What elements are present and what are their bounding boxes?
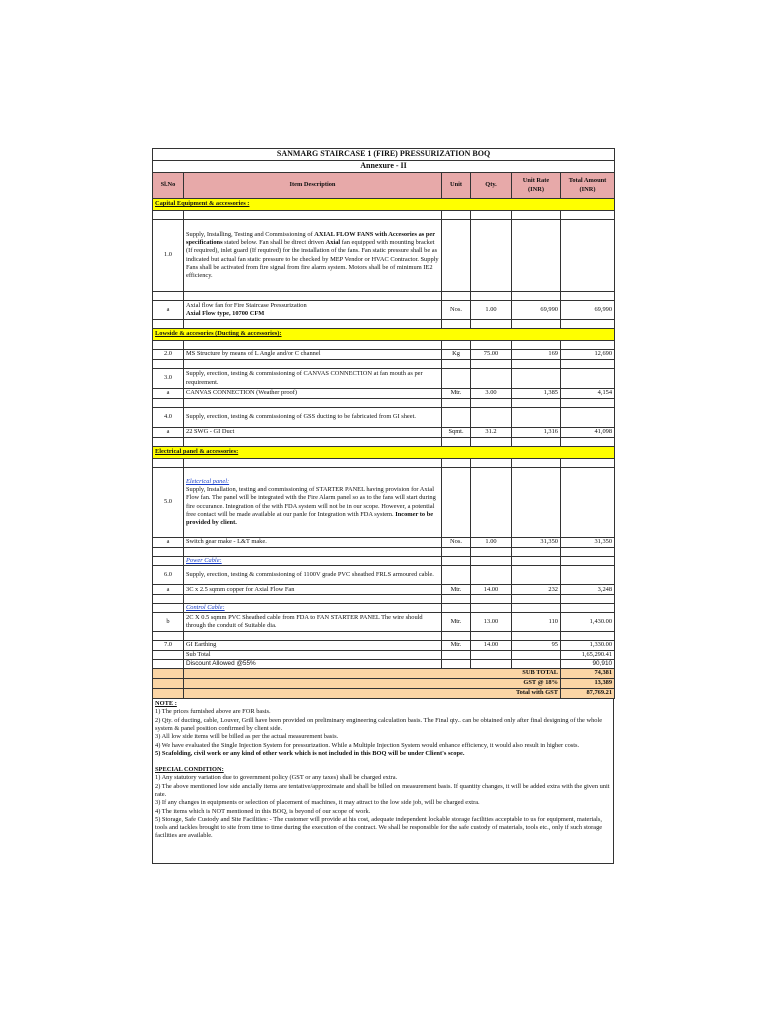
- annexure-row: [153, 161, 615, 173]
- subtotal-amount: 1,65,290.41: [561, 650, 615, 659]
- item-row-1a: [153, 301, 615, 320]
- item-description: MS Structure by means of L Angle and/or C channel: [184, 350, 442, 360]
- item-row-6a: [153, 585, 615, 595]
- subtotal-label: Sub Total: [184, 650, 442, 659]
- note-item: 2) Qty. of ducting, cable, Louver, Grill have been provided on preliminary engineering calculation basis. The Final qty.. can be obtained only after final designing of the whole system & panel position confirmed by client side.: [155, 716, 603, 732]
- item-qty: 75.00: [471, 350, 512, 360]
- sl-no: 7.0: [153, 641, 184, 650]
- blank-row: [153, 438, 615, 447]
- summary-row: [153, 679, 615, 689]
- discount-row: [153, 659, 615, 668]
- item-rate: 232: [512, 585, 561, 595]
- item-unit: Mtr.: [442, 389, 471, 399]
- blank-row: [153, 292, 615, 301]
- discount-amount: 90,910: [561, 659, 615, 668]
- item-row-1: [153, 220, 615, 292]
- subheading-power-cable: Power Cable:: [184, 557, 442, 566]
- item-unit: Mtr.: [442, 613, 471, 632]
- item-rate: 110: [512, 613, 561, 632]
- notes-block: [152, 699, 614, 864]
- item-description: GI Earthing: [184, 641, 442, 650]
- item-row-6: [153, 566, 615, 585]
- item-amount: 41,098: [561, 428, 615, 438]
- sl-no: 3.0: [153, 369, 184, 389]
- sl-no: a: [153, 538, 184, 548]
- item-amount: 3,248: [561, 585, 615, 595]
- section-capital: Capital Equipment & accessories :: [153, 199, 615, 211]
- header-rate: Unit Rate (INR): [512, 173, 561, 199]
- item-description: 2C X 0.5 sqmm PVC Sheathed cable from FDA to FAN STARTER PANEL The wire should through the conduit of Suitable dia.: [184, 613, 442, 632]
- note-item-bold: 5) Scafolding, civil work or any kind of other work which is not included in this BOQ will be under Client's scope.: [155, 749, 465, 757]
- sl-no: 2.0: [153, 350, 184, 360]
- item-rate: 1,316: [512, 428, 561, 438]
- item-row-5a: [153, 538, 615, 548]
- item-qty: 13.00: [471, 613, 512, 632]
- summary-value: 87,769.21: [561, 689, 615, 699]
- subheading-electrical-panel: Eletcrical panel:: [186, 477, 230, 485]
- item-qty: 14.00: [471, 585, 512, 595]
- item-description: Supply, Installing, Testing and Commissioning of AXIAL FLOW FANS with Accesories as per specifications stated below. Fan shall be direct driven Axial fan equipped with mounting bracket (If required), inlet guard (If required) for the installation of the fans. Fan static pressure shall be as indicated but actual fan static pressure to be checked by MEP Vendor or HVAC Contractor. Supply Fans shall be activated from fire signal from fire alarm system. Motors shall be of minimum IE2 efficiency.: [184, 220, 442, 292]
- item-description: 3C x 2.5 sqmm copper for Axial Flow Fan: [184, 585, 442, 595]
- item-description: Supply, erection, testing & commissioning of CANVAS CONNECTION at fan mouth as per requirement.: [184, 369, 442, 389]
- item-amount: 1,430.00: [561, 613, 615, 632]
- header-row: [153, 173, 615, 199]
- item-description: Supply, erection, testing & commissioning of 1100V grade PVC sheathed FRLS armoured cable.: [184, 566, 442, 585]
- header-qty: Qty.: [471, 173, 512, 199]
- sl-no: a: [153, 428, 184, 438]
- blank-row: [153, 548, 615, 557]
- item-unit: Mtr.: [442, 641, 471, 650]
- summary-value: 13,389: [561, 679, 615, 689]
- item-description: Supply, erection, testing & commissioning of GSS ducting to be fabricated from GI sheet.: [184, 408, 442, 428]
- note-item: 4) We have evaluated the Single Injection System for pressurization. While a Multiple Injection System would enhance efficiency, it would also result in higher costs.: [155, 741, 580, 749]
- subheading-control-cable: Control Cable:: [184, 604, 442, 613]
- item-row-5: [153, 468, 615, 538]
- discount-label: Discount Allowed @55%: [184, 659, 442, 668]
- item-description: 22 SWG - GI Duct: [184, 428, 442, 438]
- condition-item: 2) The above mentioned low side ancially items are tentative/approximate and shall be billed on measurement basis. If quantity changes, it will be added extra with the given unit rate.: [155, 782, 610, 798]
- item-rate: 1,385: [512, 389, 561, 399]
- blank-row: [153, 595, 615, 604]
- notes-heading: NOTE :: [155, 700, 177, 708]
- sl-no: b: [153, 613, 184, 632]
- condition-item: 4) The items which is NOT mentioned in this BOQ, is beyond of our scope of work.: [155, 807, 371, 815]
- item-unit: Nos.: [442, 538, 471, 548]
- boq-table: [152, 148, 615, 699]
- summary-row: [153, 669, 615, 679]
- section-electrical: Electrical panel & accessories:: [153, 447, 615, 459]
- item-row-6b-sub: [153, 604, 615, 613]
- sl-no: 4.0: [153, 408, 184, 428]
- condition-item: 3) If any changes in equipments or selection of placement of machines, it may attract to the low side job, will be charged extra.: [155, 799, 480, 807]
- section-row: [153, 447, 615, 459]
- summary-label: SUB TOTAL: [184, 669, 561, 679]
- blank-row: [153, 211, 615, 220]
- sl-no: a: [153, 389, 184, 399]
- item-qty: 1.00: [471, 301, 512, 320]
- boq-sheet: [152, 148, 614, 864]
- summary-row: [153, 689, 615, 699]
- blank-row: [153, 459, 615, 468]
- condition-item: 1) Any statutory variation due to government policy (GST or any taxes) shall be charged extra.: [155, 774, 398, 782]
- item-qty: 1.00: [471, 538, 512, 548]
- item-amount: 1,330.00: [561, 641, 615, 650]
- note-item: 3) All low side items will be billed as per the actual measurement basis.: [155, 733, 339, 741]
- blank-row: [153, 632, 615, 641]
- item-description: CANVAS CONNECTION (Weather proof): [184, 389, 442, 399]
- item-rate: 31,350: [512, 538, 561, 548]
- summary-label: GST @ 18%: [184, 679, 561, 689]
- item-unit: Mtr.: [442, 585, 471, 595]
- sl-no: a: [153, 301, 184, 320]
- item-row-7: [153, 641, 615, 650]
- item-amount: 31,350: [561, 538, 615, 548]
- item-description: Eletcrical panel: Supply, Installation, testing and commissioning of STARTER PANEL having provision for Axial Flow fan. The panel will be integrated with the Fire Alarm panel so as to the fans will start during fire occurance. Integration of the with FDA system will not be in our scope. However, a potential free contact will be made available at our panle for Integration with FDA system. Incomer to be provided by client.: [184, 468, 442, 538]
- condition-item: 5) Storage, Safe Custody and Site Facilities: - The customer will provide at his cost, adequate independent lockable storage facilities acceptable to us for equipment, materials, tools and tackles brought to site from time to time during the execution of the contract. We shall be responsible for the safe custody of materials, tools etc., only if such storage facilities are available.: [155, 815, 603, 840]
- section-row: [153, 199, 615, 211]
- note-item: 1) The prices furnished above are FOR basis.: [155, 708, 271, 716]
- special-condition-heading: SPECIAL CONDITION:: [155, 766, 224, 774]
- boq-title: SANMARG STAIRCASE 1 (FIRE) PRESSURIZATION BOQ: [153, 149, 615, 161]
- summary-label: Total with GST: [184, 689, 561, 699]
- section-lowside: Lowside & accesories (Ducting & accessories):: [153, 329, 615, 341]
- annexure-label: Annexure - II: [153, 161, 615, 173]
- item-row-6b: [153, 613, 615, 632]
- item-row-2: [153, 350, 615, 360]
- item-row-6-sub: [153, 557, 615, 566]
- header-amount: Total Amount (INR): [561, 173, 615, 199]
- blank-row: [153, 399, 615, 408]
- item-rate: 95: [512, 641, 561, 650]
- subtotal-row: [153, 650, 615, 659]
- item-qty: 31.2: [471, 428, 512, 438]
- item-amount: 12,690: [561, 350, 615, 360]
- item-amount: 69,990: [561, 301, 615, 320]
- title-row: [153, 149, 615, 161]
- item-description: Axial flow fan for Fire Staircase Pressurization Axial Flow type, 10700 CFM: [184, 301, 442, 320]
- header-desc: Item Description: [184, 173, 442, 199]
- sl-no: 1.0: [153, 220, 184, 292]
- header-unit: Unit: [442, 173, 471, 199]
- summary-value: 74,381: [561, 669, 615, 679]
- blank-row: [153, 360, 615, 369]
- blank-row: [153, 320, 615, 329]
- item-row-4: [153, 408, 615, 428]
- header-sl: Sl.No: [153, 173, 184, 199]
- blank-row: [153, 341, 615, 350]
- section-row: [153, 329, 615, 341]
- item-description: Switch gear make - L&T make.: [184, 538, 442, 548]
- item-qty: 14.00: [471, 641, 512, 650]
- item-amount: 4,154: [561, 389, 615, 399]
- item-unit: Nos.: [442, 301, 471, 320]
- item-rate: 69,990: [512, 301, 561, 320]
- sl-no: 6.0: [153, 566, 184, 585]
- sl-no: a: [153, 585, 184, 595]
- item-row-3a: [153, 389, 615, 399]
- item-unit: Kg: [442, 350, 471, 360]
- item-row-4a: [153, 428, 615, 438]
- sl-no: 5.0: [153, 468, 184, 538]
- item-row-3: [153, 369, 615, 389]
- item-unit: Sqmt.: [442, 428, 471, 438]
- item-rate: 169: [512, 350, 561, 360]
- item-qty: 3.00: [471, 389, 512, 399]
